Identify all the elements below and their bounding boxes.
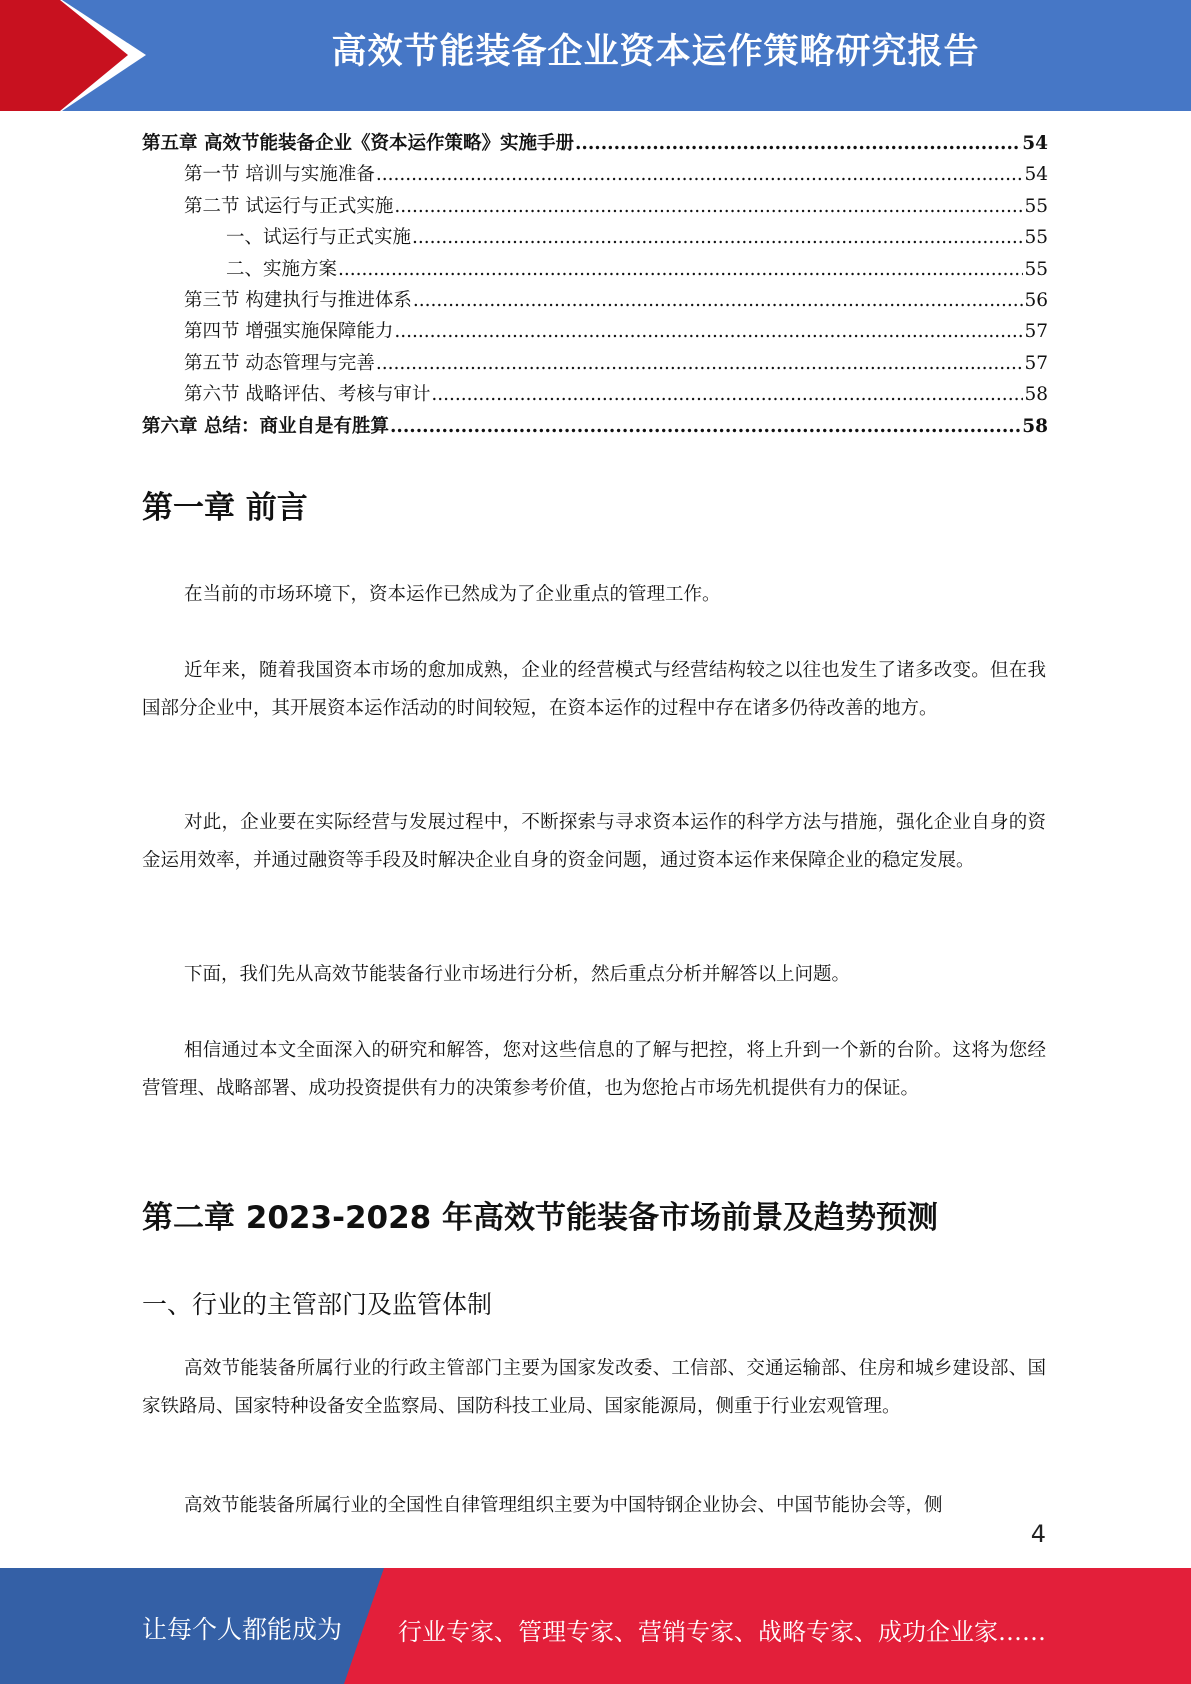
toc-leader-dots [376, 159, 1024, 190]
toc-entry[interactable] [142, 159, 1048, 190]
toc-entry[interactable] [142, 411, 1048, 442]
toc-entry[interactable] [142, 316, 1048, 347]
toc-entry-page: 54 [1022, 133, 1048, 154]
chapter-1-paragraph: 在当前的市场环境下，资本运作已然成为了企业重点的管理工作。 [184, 584, 721, 605]
toc-entry-label: 第五节 动态管理与完善 [184, 352, 375, 374]
chapter-1-paragraph: 近年来，随着我国资本市场的愈加成熟，企业的经营模式与经营结构较之以往也发生了诸多改变。但在我国部分企业中，其开展资本运作活动的时间较短，在资本运作的过程中存在诸多仍待改善的地方。 [142, 660, 1046, 719]
toc-entry-label: 第一节 培训与实施准备 [184, 164, 375, 186]
toc-leader-dots [338, 254, 1023, 285]
report-title: 高效节能装备企业资本运作策略研究报告 [331, 32, 980, 72]
section-paragraph: 高效节能装备所属行业的全国性自律管理组织主要为中国特钢企业协会、中国节能协会等，侧 [184, 1495, 943, 1516]
page-number: 4 [1030, 1520, 1046, 1548]
toc-entry[interactable] [142, 222, 1048, 253]
chapter-1-heading: 第一章 前言 [142, 490, 308, 526]
toc-entry-page: 57 [1024, 321, 1048, 343]
chapter-1-paragraph: 对此，企业要在实际经营与发展过程中，不断探索与寻求资本运作的科学方法与措施，强化企业自身的资金运用效率，并通过融资等手段及时解决企业自身的资金问题，通过资本运作来保障企业的稳定发展。 [142, 812, 1046, 871]
toc-entry-page: 55 [1024, 258, 1048, 280]
toc-entry-label: 第三节 构建执行与推进体系 [184, 289, 412, 311]
toc-leader-dots [575, 128, 1021, 159]
toc-entry-label: 二、实施方案 [226, 258, 338, 280]
footer-banner [0, 1568, 1191, 1684]
toc-entry-label: 第四节 增强实施保障能力 [184, 321, 394, 343]
section-heading: 一、行业的主管部门及监管体制 [142, 1290, 493, 1319]
toc-leader-dots [412, 222, 1023, 253]
toc-leader-dots [431, 379, 1023, 410]
toc-leader-dots [394, 316, 1023, 347]
toc-leader-dots [394, 191, 1023, 222]
toc-entry-page: 56 [1024, 289, 1048, 311]
toc-entry-label: 一、试运行与正式实施 [226, 227, 412, 249]
toc-entry-page: 58 [1024, 384, 1048, 406]
toc-entry-page: 57 [1024, 352, 1048, 374]
toc-entry[interactable] [142, 191, 1048, 222]
toc-entry-label: 第六节 战略评估、考核与审计 [184, 384, 431, 406]
toc-entry-page: 58 [1022, 415, 1048, 437]
toc-entry[interactable] [142, 379, 1048, 410]
toc-entry-page: 54 [1024, 164, 1048, 186]
toc-leader-dots [376, 348, 1024, 379]
chapter-1-paragraph: 下面，我们先从高效节能装备行业市场进行分析，然后重点分析并解答以上问题。 [184, 964, 851, 985]
toc-entry[interactable] [142, 285, 1048, 316]
toc-entry-page: 55 [1024, 227, 1048, 249]
section-paragraph: 高效节能装备所属行业的行政主管部门主要为国家发改委、工信部、交通运输部、住房和城乡建设部、国家铁路局、国家特种设备安全监察局、国防科技工业局、国家能源局，侧重于行业宏观管理。 [142, 1358, 1046, 1417]
table-of-contents [142, 128, 1048, 442]
header-banner [0, 0, 1191, 111]
toc-entry[interactable] [142, 348, 1048, 379]
footer-slogan-right: 行业专家、管理专家、营销专家、战略专家、成功企业家…… [398, 1618, 1046, 1646]
toc-leader-dots [413, 285, 1024, 316]
toc-entry[interactable] [142, 254, 1048, 285]
toc-leader-dots [390, 411, 1021, 442]
toc-entry[interactable] [142, 128, 1048, 159]
chapter-2-heading: 第二章 2023-2028 年高效节能装备市场前景及趋势预测 [142, 1200, 939, 1236]
chapter-1-paragraph: 相信通过本文全面深入的研究和解答，您对这些信息的了解与把控，将上升到一个新的台阶。这将为您经营管理、战略部署、成功投资提供有力的决策参考价值，也为您抢占市场先机提供有力的保证。 [142, 1040, 1046, 1099]
toc-entry-label: 第六章 总结：商业自是有胜算 [142, 415, 389, 437]
toc-entry-label: 第五章 高效节能装备企业《资本运作策略》实施手册 [142, 133, 574, 154]
toc-entry-page: 55 [1024, 195, 1048, 217]
footer-slogan-left: 让每个人都能成为 [142, 1615, 343, 1644]
header-chevron-decoration [0, 0, 150, 111]
toc-entry-label: 第二节 试运行与正式实施 [184, 195, 394, 217]
